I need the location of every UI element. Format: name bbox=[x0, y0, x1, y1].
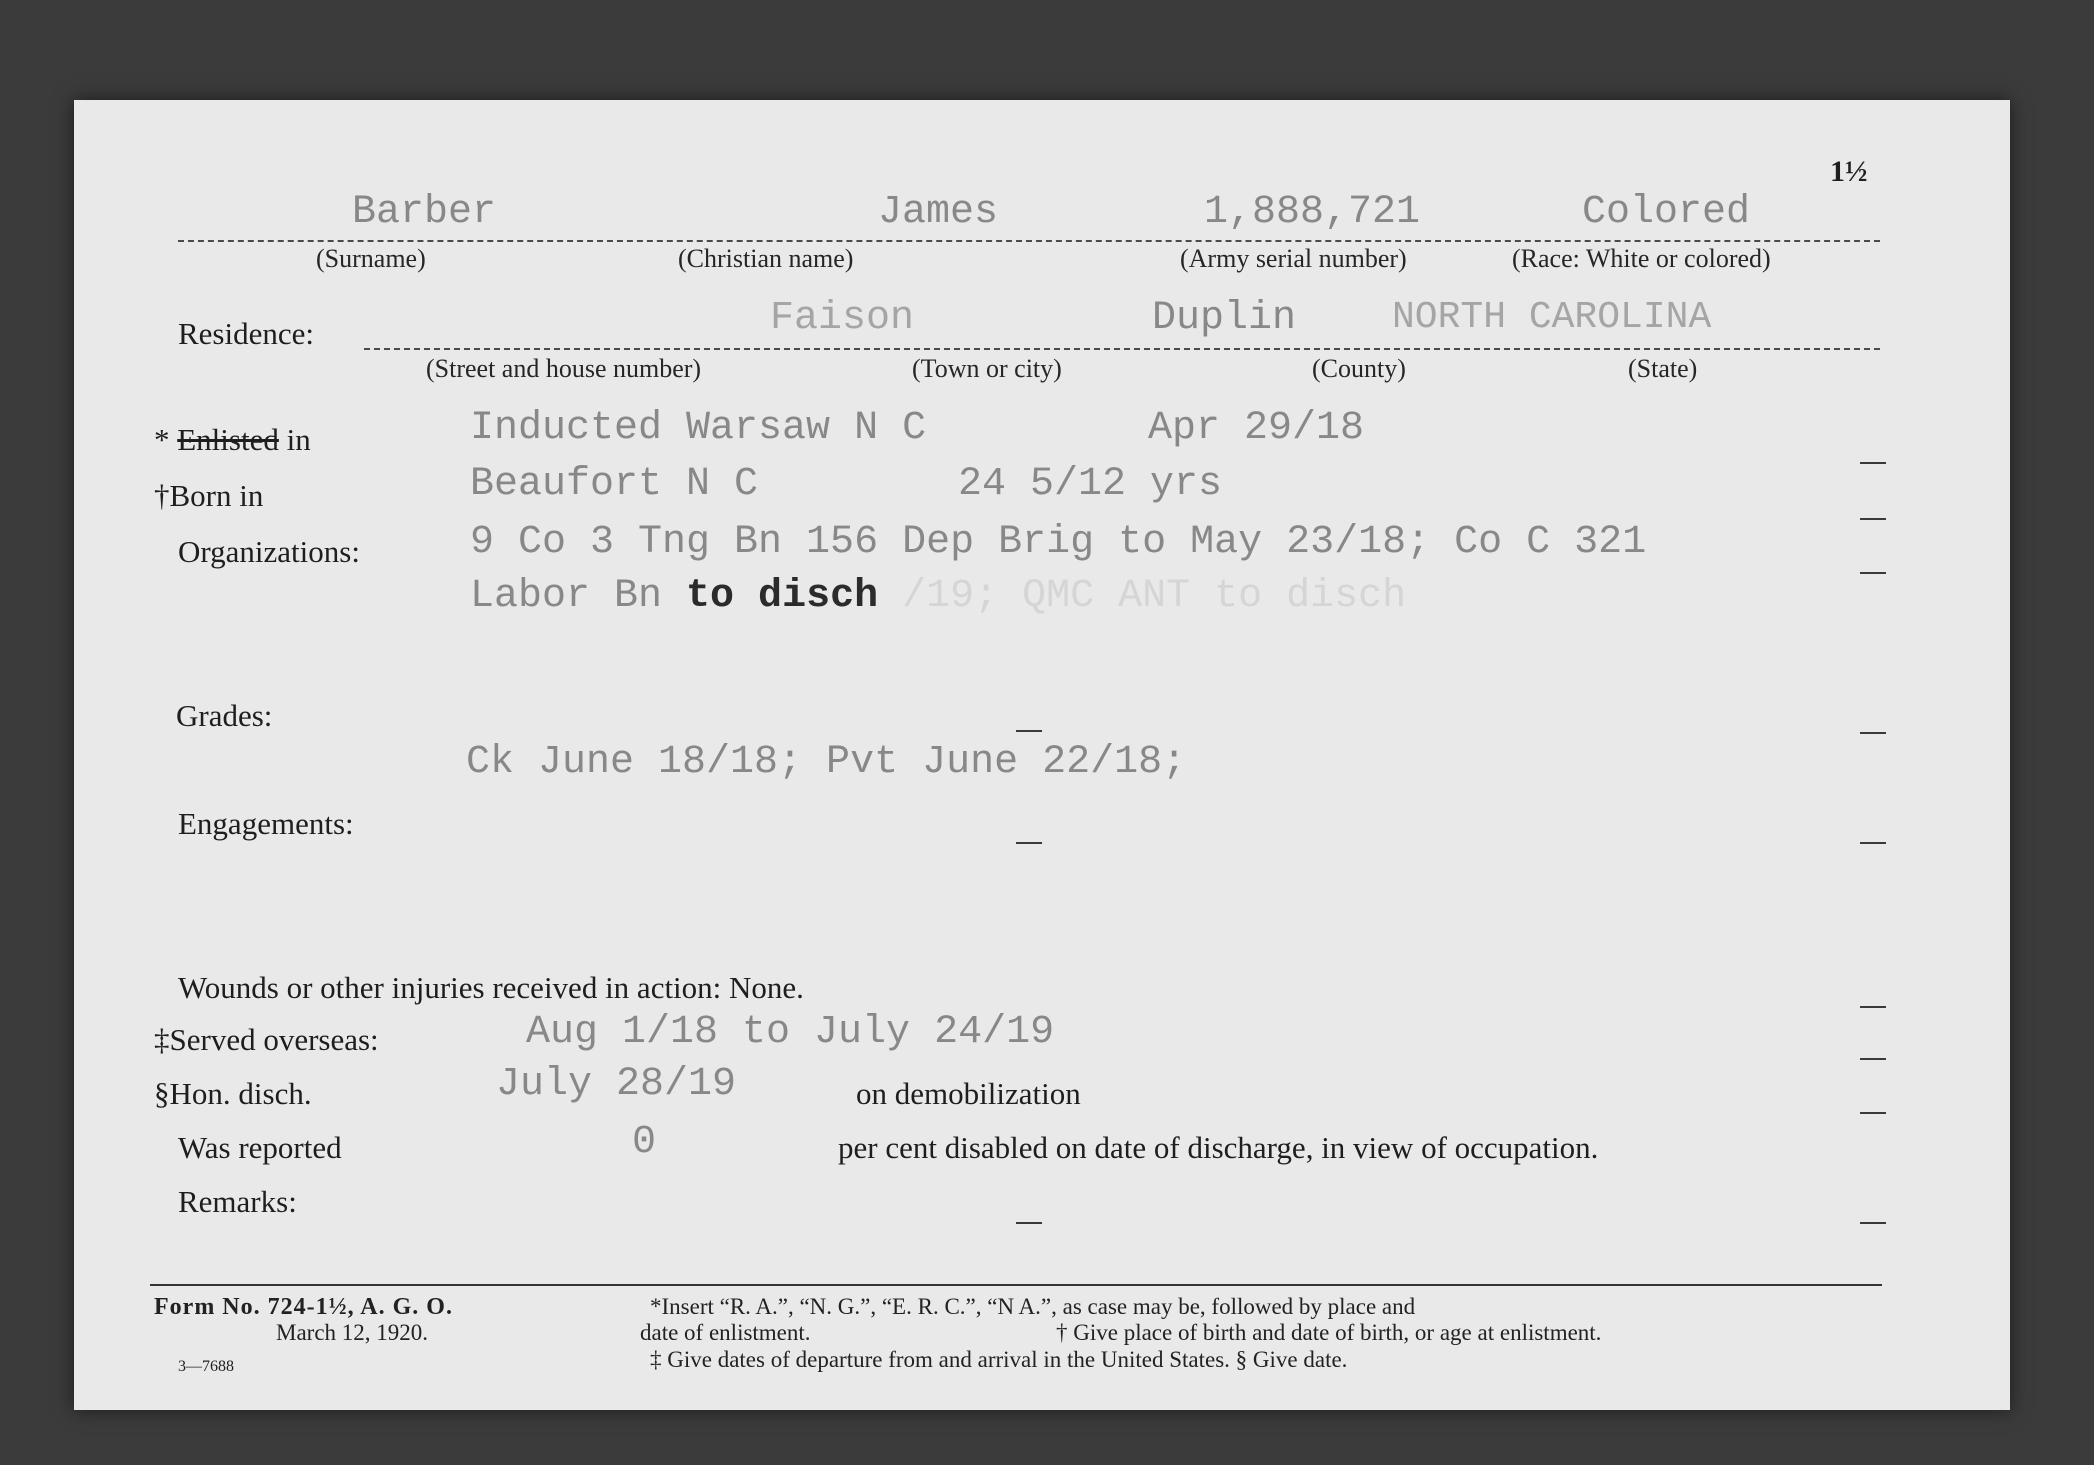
org-faded: /19; QMC ANT to disch bbox=[902, 574, 1407, 619]
enlisted-label bbox=[154, 422, 311, 458]
footer-rule bbox=[150, 1284, 1882, 1286]
discharge-reason: on demobilization bbox=[856, 1076, 1081, 1111]
footnote-birth: † Give place of birth and date of birth, or age at enlistment. bbox=[1056, 1320, 1602, 1345]
tick-mark bbox=[1860, 842, 1886, 844]
residence-dotted-line bbox=[364, 348, 1880, 350]
christian-name-caption: (Christian name) bbox=[678, 244, 854, 273]
enlisted-struck: Enlisted bbox=[177, 422, 279, 457]
reported-text: per cent disabled on date of discharge, in view of occupation. bbox=[838, 1130, 1599, 1165]
tick-mark bbox=[1860, 1112, 1886, 1114]
enlisted-mark: * bbox=[154, 422, 170, 457]
overseas-text: Served overseas: bbox=[169, 1022, 379, 1057]
tick-mark bbox=[1860, 1222, 1886, 1224]
town-caption: (Town or city) bbox=[912, 354, 1062, 383]
surname-value: Barber bbox=[352, 190, 497, 235]
overseas-mark: ‡ bbox=[154, 1022, 170, 1057]
county-caption: (County) bbox=[1312, 354, 1406, 383]
enlisted-date: Apr 29/18 bbox=[1148, 406, 1365, 451]
born-label bbox=[154, 478, 263, 514]
organizations-line-1: 9 Co 3 Tng Bn 156 Dep Brig to May 23/18; Co C 321 bbox=[470, 520, 1647, 565]
born-mark: † bbox=[154, 478, 170, 513]
overseas-label bbox=[154, 1022, 379, 1058]
race-caption: (Race: White or colored) bbox=[1512, 244, 1771, 273]
born-place: Beaufort N C bbox=[470, 462, 759, 507]
tick-mark bbox=[1016, 842, 1042, 844]
discharge-date: July 28/19 bbox=[496, 1062, 737, 1107]
residence-label: Residence: bbox=[178, 316, 315, 351]
residence-town: Faison bbox=[770, 296, 915, 341]
wounds-text: Wounds or other injuries received in action: None. bbox=[178, 970, 804, 1005]
corner-fraction: 1½ bbox=[1830, 155, 1868, 188]
grades-label: Grades: bbox=[176, 698, 273, 733]
residence-state: NORTH CAROLINA bbox=[1392, 296, 1712, 339]
tick-mark bbox=[1860, 462, 1886, 464]
footnote-overseas: ‡ Give dates of departure from and arrival in the United States. § Give date. bbox=[650, 1347, 1348, 1372]
reported-value: 0 bbox=[632, 1120, 657, 1165]
overseas-value: Aug 1/18 to July 24/19 bbox=[526, 1010, 1055, 1055]
tick-mark bbox=[1860, 732, 1886, 734]
form-date: March 12, 1920. bbox=[276, 1320, 429, 1345]
organizations-line-2 bbox=[470, 574, 1406, 619]
reported-label: Was reported bbox=[178, 1130, 342, 1165]
tick-mark bbox=[1016, 1222, 1042, 1224]
form-number: Form No. 724-1½, A. G. O. bbox=[154, 1294, 453, 1320]
tick-mark bbox=[1860, 1006, 1886, 1008]
tick-mark bbox=[1860, 518, 1886, 520]
serial-caption: (Army serial number) bbox=[1180, 244, 1407, 273]
residence-county: Duplin bbox=[1152, 296, 1297, 341]
footnote-enlistment: date of enlistment. bbox=[640, 1320, 811, 1345]
enlisted-suffix: in bbox=[286, 422, 311, 457]
tick-mark bbox=[1860, 572, 1886, 574]
discharge-label bbox=[154, 1076, 312, 1112]
tick-mark bbox=[1016, 730, 1042, 732]
enlisted-value: Inducted Warsaw N C bbox=[470, 406, 927, 451]
remarks-label: Remarks: bbox=[178, 1184, 297, 1219]
serial-number-value: 1,888,721 bbox=[1204, 190, 1421, 235]
org-labor: Labor Bn bbox=[470, 574, 663, 619]
race-value: Colored bbox=[1582, 190, 1751, 235]
discharge-mark: § bbox=[154, 1076, 170, 1111]
organizations-label: Organizations: bbox=[178, 534, 360, 569]
form-code: 3—7688 bbox=[178, 1358, 234, 1375]
footnote-insert: *Insert “R. A.”, “N. G.”, “E. R. C.”, “N A.”, as case may be, followed by place and bbox=[650, 1294, 1416, 1319]
org-to-disch: to disch bbox=[686, 574, 879, 619]
street-caption: (Street and house number) bbox=[426, 354, 702, 383]
draft-record-card bbox=[74, 100, 2010, 1410]
surname-caption: (Surname) bbox=[316, 244, 426, 273]
header-dotted-line bbox=[178, 240, 1880, 242]
tick-mark bbox=[1860, 1058, 1886, 1060]
discharge-text: Hon. disch. bbox=[169, 1076, 312, 1111]
engagements-label: Engagements: bbox=[178, 806, 354, 841]
grades-value: Ck June 18/18; Pvt June 22/18; bbox=[466, 740, 1187, 785]
christian-name-value: James bbox=[878, 190, 999, 235]
born-age: 24 5/12 yrs bbox=[958, 462, 1223, 507]
state-caption: (State) bbox=[1628, 354, 1698, 383]
born-text: Born in bbox=[169, 478, 264, 513]
